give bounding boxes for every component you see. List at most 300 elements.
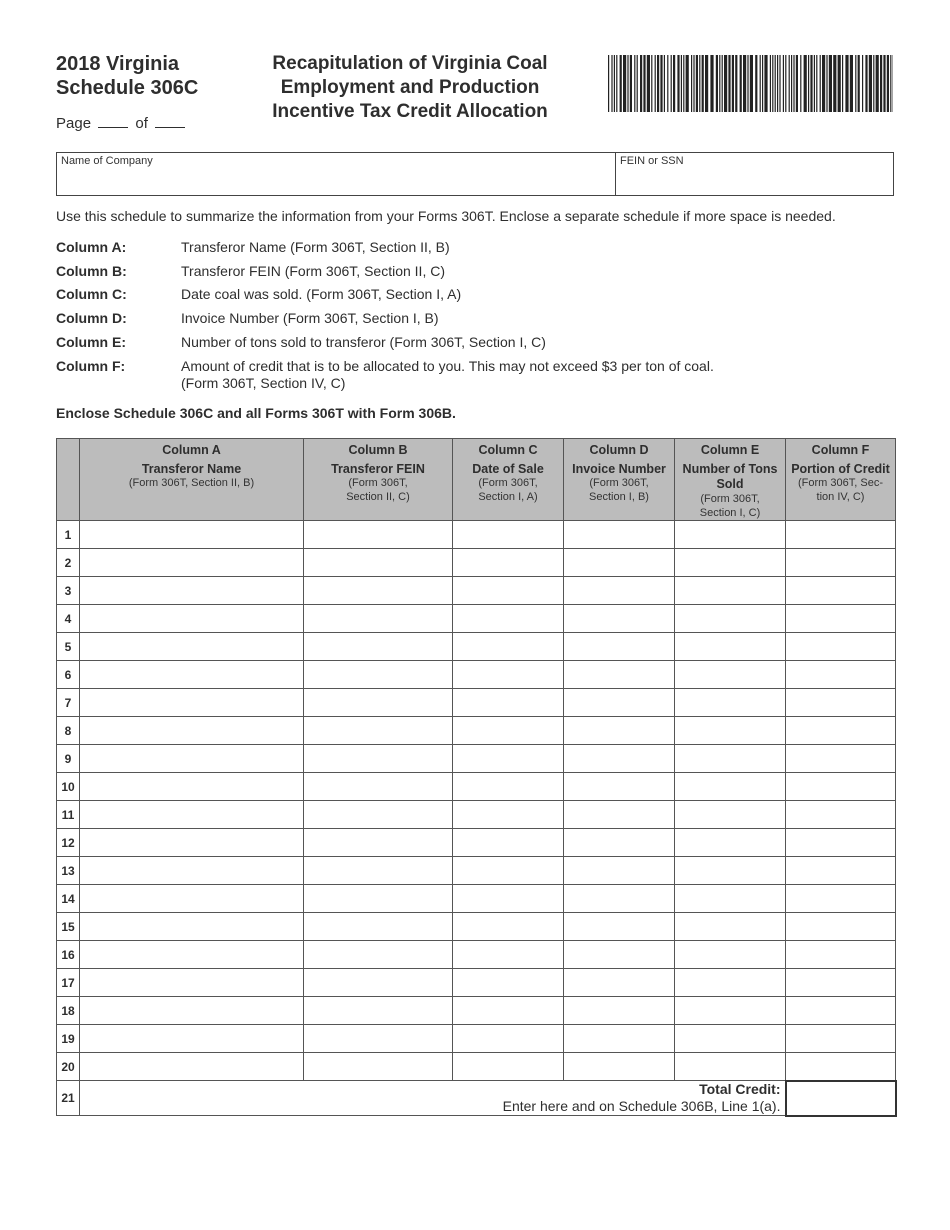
transferor-fein-cell[interactable] <box>304 633 453 661</box>
invoice-number-cell[interactable] <box>564 745 675 773</box>
barcode-bar <box>842 55 843 112</box>
invoice-number-cell[interactable] <box>564 941 675 969</box>
transferor-fein-cell[interactable] <box>304 913 453 941</box>
barcode-bar <box>814 55 815 112</box>
barcode-bar <box>651 55 652 112</box>
line-number: 20 <box>57 1053 80 1081</box>
column-e-name: Number of Tons <box>682 462 778 476</box>
barcode-bar <box>608 55 609 112</box>
invoice-number-cell[interactable] <box>564 577 675 605</box>
invoice-number-cell[interactable] <box>564 885 675 913</box>
table-row <box>57 549 896 577</box>
column-b-name: Transferor FEIN <box>331 462 425 476</box>
def-text-column-f-line-2: (Form 306T, Section IV, C) <box>181 375 346 391</box>
table-row <box>57 885 896 913</box>
transferor-name-cell[interactable] <box>80 689 304 717</box>
invoice-number-cell[interactable] <box>564 829 675 857</box>
tons-sold-cell[interactable] <box>675 857 786 885</box>
barcode-bar <box>691 55 692 112</box>
barcode-bar <box>793 55 794 112</box>
form-title <box>240 52 580 124</box>
table-row <box>57 941 896 969</box>
transferor-name-cell[interactable] <box>80 549 304 577</box>
barcode-bar <box>865 55 867 112</box>
transferor-name-cell[interactable] <box>80 997 304 1025</box>
barcode-bar <box>785 55 786 112</box>
table-row <box>57 969 896 997</box>
credit-portion-cell[interactable] <box>786 913 896 941</box>
barcode-bar <box>779 55 780 112</box>
page-number-blank[interactable] <box>98 113 128 128</box>
form-year-line-1: 2018 Virginia <box>56 53 180 75</box>
barcode-bar <box>838 55 841 112</box>
table-row <box>57 745 896 773</box>
barcode-bar <box>760 55 761 112</box>
barcode-bar <box>705 55 708 112</box>
transferor-fein-cell[interactable] <box>304 773 453 801</box>
column-b-source-1: (Form 306T, <box>348 477 408 489</box>
page-label: Page <box>56 115 92 132</box>
column-c-header <box>453 439 564 521</box>
column-c-source-1: (Form 306T, <box>478 477 538 489</box>
transferor-name-cell[interactable] <box>80 885 304 913</box>
invoice-number-cell[interactable] <box>564 913 675 941</box>
date-of-sale-cell[interactable] <box>453 605 564 633</box>
barcode-bar <box>750 55 753 112</box>
page-total-blank[interactable] <box>155 113 185 128</box>
tons-sold-cell[interactable] <box>675 913 786 941</box>
transferor-fein-cell[interactable] <box>304 689 453 717</box>
barcode-bar <box>677 55 679 112</box>
column-e-name-2: Sold <box>716 477 744 491</box>
barcode-bar <box>845 55 848 112</box>
credit-portion-cell[interactable] <box>786 605 896 633</box>
barcode-bar <box>647 55 650 112</box>
tons-sold-cell[interactable] <box>675 661 786 689</box>
tons-sold-cell[interactable] <box>675 577 786 605</box>
barcode-bar <box>816 55 817 112</box>
column-d-source-1: (Form 306T, <box>589 477 649 489</box>
credit-portion-cell[interactable] <box>786 801 896 829</box>
transferor-name-cell[interactable] <box>80 661 304 689</box>
credit-portion-cell[interactable] <box>786 549 896 577</box>
invoice-number-cell[interactable] <box>564 689 675 717</box>
credit-portion-cell[interactable] <box>786 661 896 689</box>
transferor-fein-cell[interactable] <box>304 829 453 857</box>
barcode-bar <box>664 55 665 112</box>
credit-portion-cell[interactable] <box>786 1025 896 1053</box>
barcode-bar <box>696 55 698 112</box>
table-row <box>57 661 896 689</box>
of-label: of <box>135 115 148 132</box>
date-of-sale-cell[interactable] <box>453 857 564 885</box>
def-key-column-d: Column D: <box>56 310 127 326</box>
tons-sold-cell[interactable] <box>675 829 786 857</box>
credit-portion-cell[interactable] <box>786 829 896 857</box>
table-row <box>57 913 896 941</box>
table-row <box>57 1053 896 1081</box>
barcode-bar <box>660 55 662 112</box>
tons-sold-cell[interactable] <box>675 633 786 661</box>
credit-portion-cell[interactable] <box>786 997 896 1025</box>
barcode-bar <box>829 55 832 112</box>
tons-sold-cell[interactable] <box>675 745 786 773</box>
transferor-fein-cell[interactable] <box>304 521 453 549</box>
tons-sold-cell[interactable] <box>675 521 786 549</box>
tons-sold-cell[interactable] <box>675 1053 786 1081</box>
line-number: 14 <box>57 885 80 913</box>
transferor-fein-cell[interactable] <box>304 577 453 605</box>
credit-portion-cell[interactable] <box>786 1053 896 1081</box>
transferor-name-cell[interactable] <box>80 745 304 773</box>
date-of-sale-cell[interactable] <box>453 633 564 661</box>
total-credit-label: Total Credit: <box>699 1081 781 1097</box>
barcode-bar <box>777 55 778 112</box>
date-of-sale-cell[interactable] <box>453 1053 564 1081</box>
transferor-fein-cell[interactable] <box>304 549 453 577</box>
barcode-bar <box>732 55 734 112</box>
barcode-bar <box>880 55 882 112</box>
barcode-bar <box>800 55 801 112</box>
credit-portion-cell[interactable] <box>786 689 896 717</box>
transferor-name-cell[interactable] <box>80 521 304 549</box>
barcode-bar <box>702 55 704 112</box>
tons-sold-cell[interactable] <box>675 885 786 913</box>
barcode-bar <box>671 55 672 112</box>
line-number: 15 <box>57 913 80 941</box>
barcode-bar <box>822 55 825 112</box>
table-row <box>57 521 896 549</box>
date-of-sale-cell[interactable] <box>453 577 564 605</box>
barcode-bar <box>755 55 757 112</box>
barcode-bar <box>719 55 720 112</box>
table-row <box>57 1025 896 1053</box>
table-row <box>57 577 896 605</box>
barcode-bar <box>630 55 632 112</box>
table-row <box>57 689 896 717</box>
barcode-bar <box>791 55 792 112</box>
barcode-bar <box>611 55 612 112</box>
invoice-number-cell[interactable] <box>564 661 675 689</box>
line-number: 19 <box>57 1025 80 1053</box>
company-name-field[interactable] <box>57 153 616 195</box>
page-of-indicator <box>56 113 188 132</box>
intro-text: Use this schedule to summarize the information from your Forms 306T. Enclose a separate schedule if more space is needed. <box>56 208 836 224</box>
total-credit-label-cell <box>80 1081 786 1116</box>
date-of-sale-cell[interactable] <box>453 661 564 689</box>
line-number: 10 <box>57 773 80 801</box>
date-of-sale-cell[interactable] <box>453 997 564 1025</box>
column-b-label: Column B <box>348 443 408 457</box>
transferor-fein-cell[interactable] <box>304 661 453 689</box>
column-b-source-2: Section II, C) <box>346 491 410 503</box>
barcode-bar <box>770 55 771 112</box>
barcode-bar <box>858 55 860 112</box>
invoice-number-cell[interactable] <box>564 801 675 829</box>
transferor-name-cell[interactable] <box>80 801 304 829</box>
barcode-bar <box>808 55 809 112</box>
column-d-source-2: Section I, B) <box>589 491 649 503</box>
date-of-sale-cell[interactable] <box>453 745 564 773</box>
line-number: 12 <box>57 829 80 857</box>
column-a-label: Column A <box>162 443 221 457</box>
def-text-column-c: Date coal was sold. (Form 306T, Section I, A) <box>181 286 462 302</box>
line-number: 11 <box>57 801 80 829</box>
tons-sold-cell[interactable] <box>675 997 786 1025</box>
def-text-column-f-line-1: Amount of credit that is to be allocated to you. This may not exceed $3 per ton of coal. <box>181 358 714 374</box>
table-row <box>57 829 896 857</box>
line-number: 3 <box>57 577 80 605</box>
transferor-name-cell[interactable] <box>80 857 304 885</box>
column-c-label: Column C <box>478 443 538 457</box>
date-of-sale-cell[interactable] <box>453 689 564 717</box>
def-text-column-e: Number of tons sold to transferor (Form 306T, Section I, C) <box>181 334 546 350</box>
column-a-name: Transferor Name <box>141 462 242 476</box>
transferor-fein-cell[interactable] <box>304 745 453 773</box>
company-info-box <box>56 152 894 196</box>
company-name-label: Name of Company <box>61 155 153 167</box>
tons-sold-cell[interactable] <box>675 689 786 717</box>
barcode-bar <box>716 55 718 112</box>
transferor-name-cell[interactable] <box>80 773 304 801</box>
barcode-bar <box>735 55 737 112</box>
date-of-sale-cell[interactable] <box>453 885 564 913</box>
transferor-fein-cell[interactable] <box>304 717 453 745</box>
column-d-name: Invoice Number <box>572 462 666 476</box>
barcode-bar <box>789 55 790 112</box>
tons-sold-cell[interactable] <box>675 941 786 969</box>
barcode-bar <box>673 55 675 112</box>
line-number: 13 <box>57 857 80 885</box>
credit-portion-cell[interactable] <box>786 633 896 661</box>
transferor-fein-cell[interactable] <box>304 1053 453 1081</box>
invoice-number-cell[interactable] <box>564 521 675 549</box>
date-of-sale-cell[interactable] <box>453 521 564 549</box>
credit-portion-cell[interactable] <box>786 717 896 745</box>
barcode-bar <box>783 55 784 112</box>
barcode-bar <box>637 55 638 112</box>
transferor-fein-cell[interactable] <box>304 969 453 997</box>
form-title-line-2: Employment and Production <box>280 77 540 98</box>
barcode-bar <box>743 55 746 112</box>
def-text-column-a: Transferor Name (Form 306T, Section II, B) <box>181 239 450 255</box>
transferor-name-cell[interactable] <box>80 717 304 745</box>
tons-sold-cell[interactable] <box>675 801 786 829</box>
column-f-header <box>786 439 896 521</box>
credit-portion-cell[interactable] <box>786 857 896 885</box>
barcode-bar <box>764 55 767 112</box>
transferor-fein-cell[interactable] <box>304 857 453 885</box>
table-row <box>57 857 896 885</box>
column-b-header <box>304 439 453 521</box>
column-d-label: Column D <box>589 443 649 457</box>
barcode-bar <box>775 55 776 112</box>
invoice-number-cell[interactable] <box>564 857 675 885</box>
tons-sold-cell[interactable] <box>675 1025 786 1053</box>
barcode-bar <box>869 55 872 112</box>
tons-sold-cell[interactable] <box>675 605 786 633</box>
barcode-bar <box>820 55 821 112</box>
enclose-note: Enclose Schedule 306C and all Forms 306T with Form 306B. <box>56 405 456 421</box>
line-number: 17 <box>57 969 80 997</box>
transferor-fein-cell[interactable] <box>304 605 453 633</box>
barcode-bar <box>627 55 628 112</box>
barcode-bar <box>614 55 615 112</box>
credit-portion-cell[interactable] <box>786 885 896 913</box>
line-number: 4 <box>57 605 80 633</box>
date-of-sale-cell[interactable] <box>453 773 564 801</box>
barcode-bar <box>873 55 874 112</box>
barcode-bar <box>620 55 622 112</box>
tons-sold-cell[interactable] <box>675 549 786 577</box>
barcode-bar <box>883 55 885 112</box>
transferor-name-cell[interactable] <box>80 577 304 605</box>
fein-field[interactable] <box>616 153 893 195</box>
barcode-bar <box>693 55 694 112</box>
date-of-sale-cell[interactable] <box>453 941 564 969</box>
invoice-number-cell[interactable] <box>564 969 675 997</box>
barcode-bar <box>833 55 836 112</box>
form-year-title <box>56 52 256 100</box>
barcode-bar <box>747 55 748 112</box>
date-of-sale-cell[interactable] <box>453 969 564 997</box>
barcode-bar <box>655 55 656 112</box>
line-number: 6 <box>57 661 80 689</box>
table-row <box>57 633 896 661</box>
transferor-name-cell[interactable] <box>80 941 304 969</box>
barcode-bar <box>796 55 798 112</box>
total-credit-note: Enter here and on Schedule 306B, Line 1(a). <box>502 1098 781 1114</box>
def-key-column-c: Column C: <box>56 286 127 302</box>
invoice-number-cell[interactable] <box>564 549 675 577</box>
barcode-bar <box>686 55 689 112</box>
column-a-header <box>80 439 304 521</box>
def-text-column-f <box>181 358 714 392</box>
barcode-bar <box>762 55 763 112</box>
def-key-column-e: Column E: <box>56 334 126 350</box>
barcode-bar <box>855 55 856 112</box>
line-number: 2 <box>57 549 80 577</box>
column-e-header <box>675 439 786 521</box>
line-number-header <box>57 439 80 521</box>
transferor-name-cell[interactable] <box>80 605 304 633</box>
fein-label: FEIN or SSN <box>620 155 684 167</box>
barcode-bar <box>683 55 684 112</box>
credit-portion-cell[interactable] <box>786 941 896 969</box>
table-row <box>57 605 896 633</box>
line-number: 18 <box>57 997 80 1025</box>
transferor-name-cell[interactable] <box>80 969 304 997</box>
credit-portion-cell[interactable] <box>786 773 896 801</box>
credit-portion-cell[interactable] <box>786 577 896 605</box>
total-credit-row <box>57 1081 896 1116</box>
form-title-line-3: Incentive Tax Credit Allocation <box>272 101 548 122</box>
transferor-fein-cell[interactable] <box>304 1025 453 1053</box>
table-row <box>57 801 896 829</box>
barcode <box>608 55 893 112</box>
tons-sold-cell[interactable] <box>675 969 786 997</box>
transferor-name-cell[interactable] <box>80 829 304 857</box>
transferor-name-cell[interactable] <box>80 1053 304 1081</box>
transferor-name-cell[interactable] <box>80 633 304 661</box>
tons-sold-cell[interactable] <box>675 773 786 801</box>
barcode-bar <box>643 55 645 112</box>
credit-portion-cell[interactable] <box>786 521 896 549</box>
barcode-bar <box>667 55 668 112</box>
table-row <box>57 717 896 745</box>
transferor-fein-cell[interactable] <box>304 941 453 969</box>
date-of-sale-cell[interactable] <box>453 801 564 829</box>
barcode-bar <box>728 55 730 112</box>
column-a-source: (Form 306T, Section II, B) <box>128 477 255 489</box>
def-text-column-d: Invoice Number (Form 306T, Section I, B) <box>181 310 439 326</box>
total-credit-input[interactable] <box>786 1081 896 1116</box>
barcode-bar <box>740 55 742 112</box>
invoice-number-cell[interactable] <box>564 997 675 1025</box>
column-f-source-1: (Form 306T, Sec- <box>798 477 883 489</box>
barcode-bar <box>862 55 863 112</box>
column-e-source-2: Section I, C) <box>699 507 761 519</box>
transferor-fein-cell[interactable] <box>304 801 453 829</box>
line-number: 21 <box>57 1081 80 1116</box>
invoice-number-cell[interactable] <box>564 605 675 633</box>
barcode-bar <box>810 55 812 112</box>
credit-portion-cell[interactable] <box>786 969 896 997</box>
date-of-sale-cell[interactable] <box>453 549 564 577</box>
barcode-bar <box>772 55 773 112</box>
barcode-bar <box>850 55 853 112</box>
form-title-line-1: Recapitulation of Virginia Coal <box>272 53 548 74</box>
tons-sold-cell[interactable] <box>675 717 786 745</box>
barcode-bar <box>699 55 700 112</box>
invoice-number-cell[interactable] <box>564 717 675 745</box>
barcode-bar <box>623 55 626 112</box>
table-row <box>57 997 896 1025</box>
def-key-column-b: Column B: <box>56 263 127 279</box>
credit-portion-cell[interactable] <box>786 745 896 773</box>
column-f-source-2: tion IV, C) <box>816 491 865 503</box>
barcode-bar <box>724 55 727 112</box>
table-row <box>57 773 896 801</box>
column-c-name: Date of Sale <box>472 462 544 476</box>
barcode-bar <box>804 55 807 112</box>
barcode-bar <box>826 55 827 112</box>
barcode-bar <box>722 55 723 112</box>
transferor-name-cell[interactable] <box>80 913 304 941</box>
transferor-fein-cell[interactable] <box>304 997 453 1025</box>
date-of-sale-cell[interactable] <box>453 913 564 941</box>
barcode-bar <box>640 55 642 112</box>
column-e-source-1: (Form 306T, <box>700 493 760 505</box>
barcode-bar <box>681 55 682 112</box>
barcode-bar <box>657 55 659 112</box>
date-of-sale-cell[interactable] <box>453 829 564 857</box>
credit-allocation-table <box>56 438 897 1117</box>
invoice-number-cell[interactable] <box>564 773 675 801</box>
transferor-fein-cell[interactable] <box>304 885 453 913</box>
invoice-number-cell[interactable] <box>564 1025 675 1053</box>
transferor-name-cell[interactable] <box>80 1025 304 1053</box>
def-text-column-b: Transferor FEIN (Form 306T, Section II, C) <box>181 263 445 279</box>
def-key-column-f: Column F: <box>56 358 126 374</box>
invoice-number-cell[interactable] <box>564 1053 675 1081</box>
column-f-name: Portion of Credit <box>791 462 890 476</box>
column-c-source-2: Section I, A) <box>478 491 538 503</box>
invoice-number-cell[interactable] <box>564 633 675 661</box>
date-of-sale-cell[interactable] <box>453 717 564 745</box>
date-of-sale-cell[interactable] <box>453 1025 564 1053</box>
table-body <box>57 521 896 1116</box>
